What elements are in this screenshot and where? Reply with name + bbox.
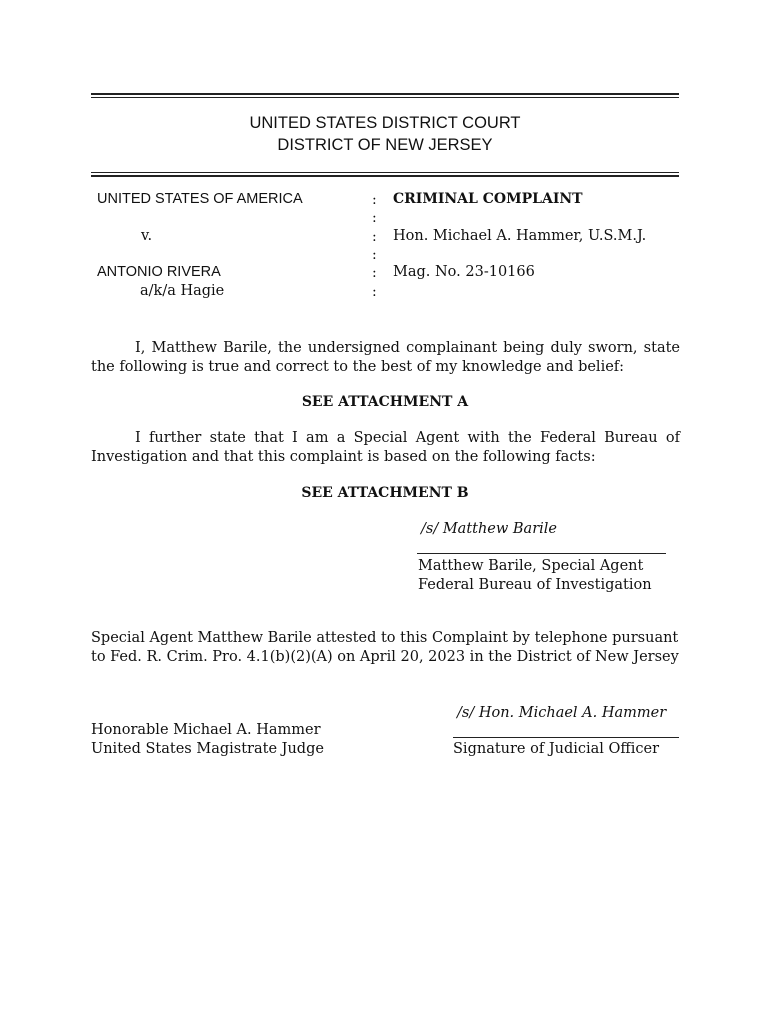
- complainant-signature-line: [417, 553, 666, 554]
- presiding-judge: Hon. Michael A. Hammer, U.S.M.J.: [393, 228, 647, 244]
- court-district: DISTRICT OF NEW JERSEY: [277, 136, 493, 154]
- magistrate-number: Mag. No. 23-10166: [393, 264, 535, 280]
- judge-signature-line: [453, 737, 679, 738]
- judicial-officer-label: Signature of Judicial Officer: [453, 741, 660, 757]
- caption-colon: :: [372, 210, 377, 226]
- court-heading: [91, 112, 679, 156]
- caption-colon: :: [372, 192, 377, 208]
- caption-versus: v.: [141, 228, 153, 244]
- caption-colon: :: [372, 265, 377, 281]
- caption-colon: :: [372, 284, 377, 300]
- attachment-a-heading: SEE ATTACHMENT A: [301, 394, 469, 410]
- judge-name: Honorable Michael A. Hammer: [91, 722, 321, 738]
- judge-signature: /s/ Hon. Michael A. Hammer: [457, 705, 667, 721]
- court-name: UNITED STATES DISTRICT COURT: [249, 114, 521, 132]
- header-rule-bottom: [91, 175, 679, 177]
- caption-colon: :: [372, 247, 377, 263]
- caption-alias: a/k/a Hagie: [140, 283, 225, 299]
- document-type: CRIMINAL COMPLAINT: [393, 191, 583, 207]
- sworn-statement: I, Matthew Barile, the undersigned complainant being duly sworn, state the following is true and correct to the best of my knowledge and belief:: [91, 340, 680, 375]
- header-rule-top-thin: [91, 97, 679, 98]
- attachment-b-heading: SEE ATTACHMENT B: [301, 485, 469, 501]
- agent-statement: I further state that I am a Special Agent with the Federal Bureau of Investigation and that this complaint is based on the following facts:: [91, 430, 680, 465]
- caption-defendant: ANTONIO RIVERA: [97, 264, 221, 280]
- header-rule-top: [91, 93, 679, 95]
- attestation-statement: Special Agent Matthew Barile attested to this Complaint by telephone pursuant to Fed. R. Crim. Pro. 4.1(b)(2)(A) on April 20, 2023 in the District of New Jersey: [91, 630, 679, 665]
- complainant-name-title: Matthew Barile, Special Agent: [418, 558, 644, 574]
- judge-title: United States Magistrate Judge: [91, 741, 324, 757]
- caption-plaintiff: UNITED STATES OF AMERICA: [97, 191, 303, 207]
- caption-colon: :: [372, 229, 377, 245]
- complainant-signature: /s/ Matthew Barile: [421, 521, 557, 537]
- header-rule-bottom-thin: [91, 172, 679, 173]
- complainant-agency: Federal Bureau of Investigation: [418, 577, 652, 593]
